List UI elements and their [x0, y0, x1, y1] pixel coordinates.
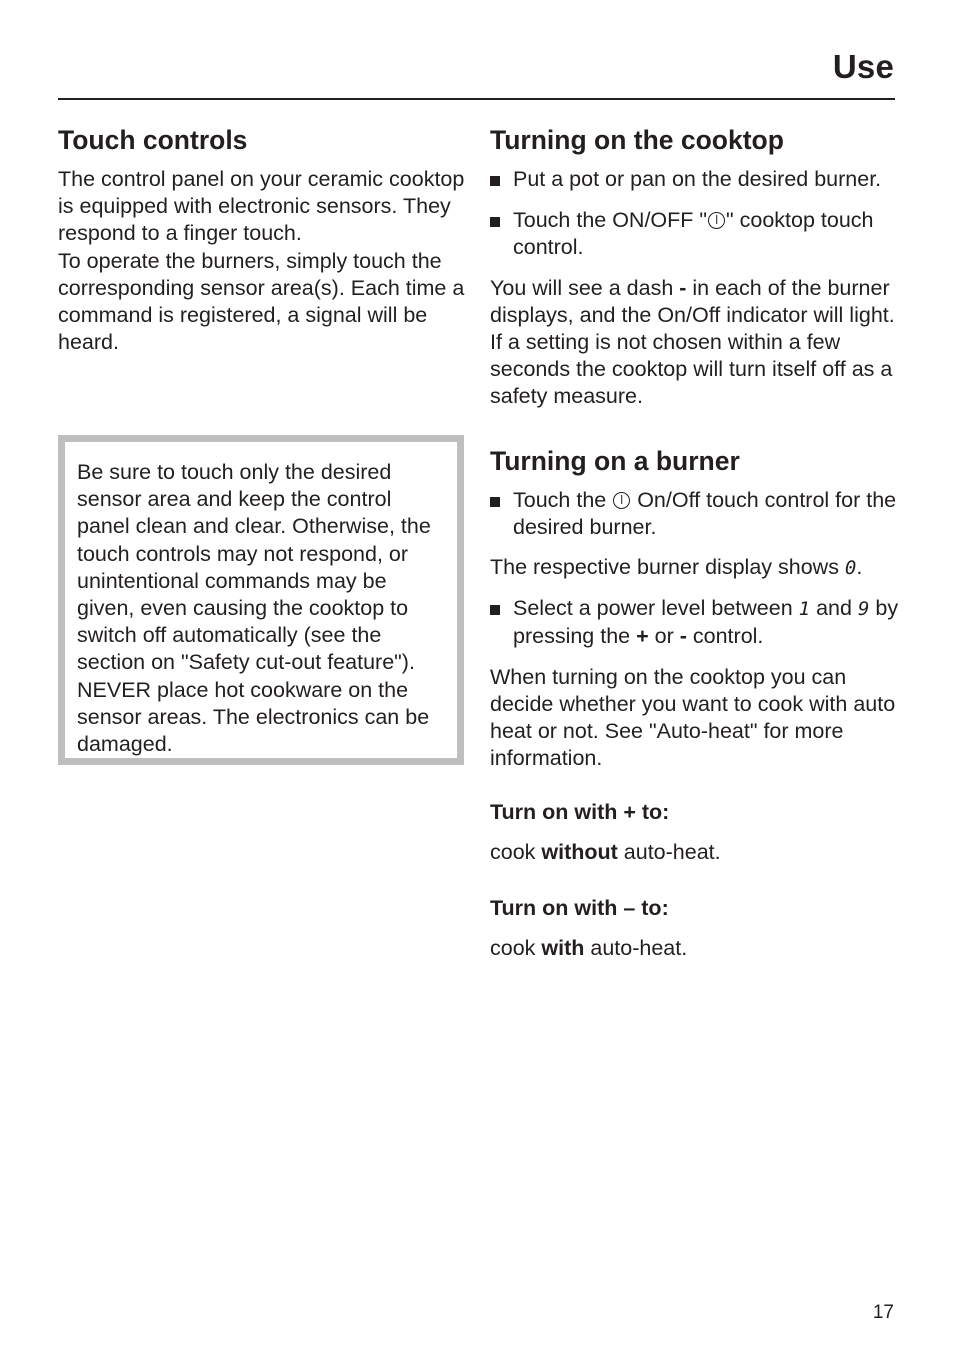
plus-text: [490, 839, 905, 866]
touch-controls-para2: To operate the burners, simply touch the corresponding sensor area(s). Each time a command is registered, a signal will be heard.: [58, 248, 465, 355]
bullet-square-icon: [490, 605, 500, 615]
minus-symbol: -: [679, 624, 687, 649]
bullet-square-icon: [490, 497, 500, 507]
text-span: auto-heat.: [584, 935, 688, 960]
list-item: [490, 487, 905, 541]
touch-controls-heading: Touch controls: [58, 125, 248, 155]
list-item: [490, 166, 905, 193]
bullet-square-icon: [490, 217, 500, 227]
text-span: in each of the burner displays, and the On/Off indicator will light. If a setting is not chosen within a few seconds the cooktop will turn itself off as a safety measure.: [490, 275, 895, 409]
level-min: 1: [798, 598, 811, 621]
burner-display-para: [490, 554, 905, 582]
page-number: 17: [872, 1302, 894, 1323]
bullet-text: " cooktop touch control.: [513, 208, 874, 260]
bullet-text: control.: [686, 624, 764, 649]
turning-on-cooktop-heading: Turning on the cooktop: [490, 125, 784, 155]
display-value: 0: [844, 557, 857, 580]
bullet-text: On/Off touch control for the desired burner.: [513, 487, 897, 539]
power-icon: [613, 492, 630, 509]
text-span: .: [856, 555, 863, 580]
bullet-text: and: [810, 596, 858, 621]
text-span: The respective burner display shows: [490, 555, 845, 580]
minus-subheading: Turn on with – to:: [490, 895, 669, 920]
list-item: [490, 207, 905, 261]
bullet-text: Touch the: [513, 487, 613, 512]
power-icon: [708, 212, 725, 229]
text-span: auto-heat.: [617, 840, 721, 865]
text-span: You will see a dash: [490, 275, 680, 300]
plus-subheading: Turn on with + to:: [490, 800, 670, 825]
plus-symbol: +: [636, 624, 649, 649]
bold-text: with: [541, 935, 585, 960]
bold-text: without: [541, 840, 618, 865]
bullet-text: Select a power level between: [513, 596, 799, 621]
right-column: [490, 122, 905, 962]
turning-on-burner-heading: Turning on a burner: [490, 445, 740, 476]
page-title: Use: [832, 48, 894, 85]
warning-box: [58, 435, 464, 765]
bullet-text: by pressing the: [513, 596, 899, 649]
warning-text: Be sure to touch only the desired sensor area and keep the control panel clean and clear. Otherwise, the touch controls may not respond, or unintentional commands may be given, even causing the cooktop to switch off automatically (see the section on "Safety cut-out feature"). NEVER place hot cookware on the sensor areas. The electronics can be damaged.: [77, 460, 431, 757]
bullet-text: or: [648, 624, 680, 649]
dash-symbol: -: [679, 275, 687, 300]
level-max: 9: [857, 598, 870, 621]
cooktop-dash-para: [490, 275, 905, 411]
text-span: cook: [490, 935, 542, 960]
header-rule: [58, 98, 895, 100]
bullet-square-icon: [490, 176, 500, 186]
list-item: [490, 595, 905, 650]
left-column: [58, 122, 468, 356]
bullet-text: Touch the ON/OFF ": [513, 208, 708, 233]
autoheat-para: When turning on the cooktop you can decide whether you want to cook with auto heat or not. See "Auto-heat" for more information.: [490, 664, 896, 771]
text-span: cook: [490, 840, 542, 865]
touch-controls-para1: The control panel on your ceramic cooktop is equipped with electronic sensors. They respond to a finger touch.: [58, 167, 465, 246]
minus-text: [490, 935, 905, 962]
bullet-text: Put a pot or pan on the desired burner.: [513, 167, 882, 191]
